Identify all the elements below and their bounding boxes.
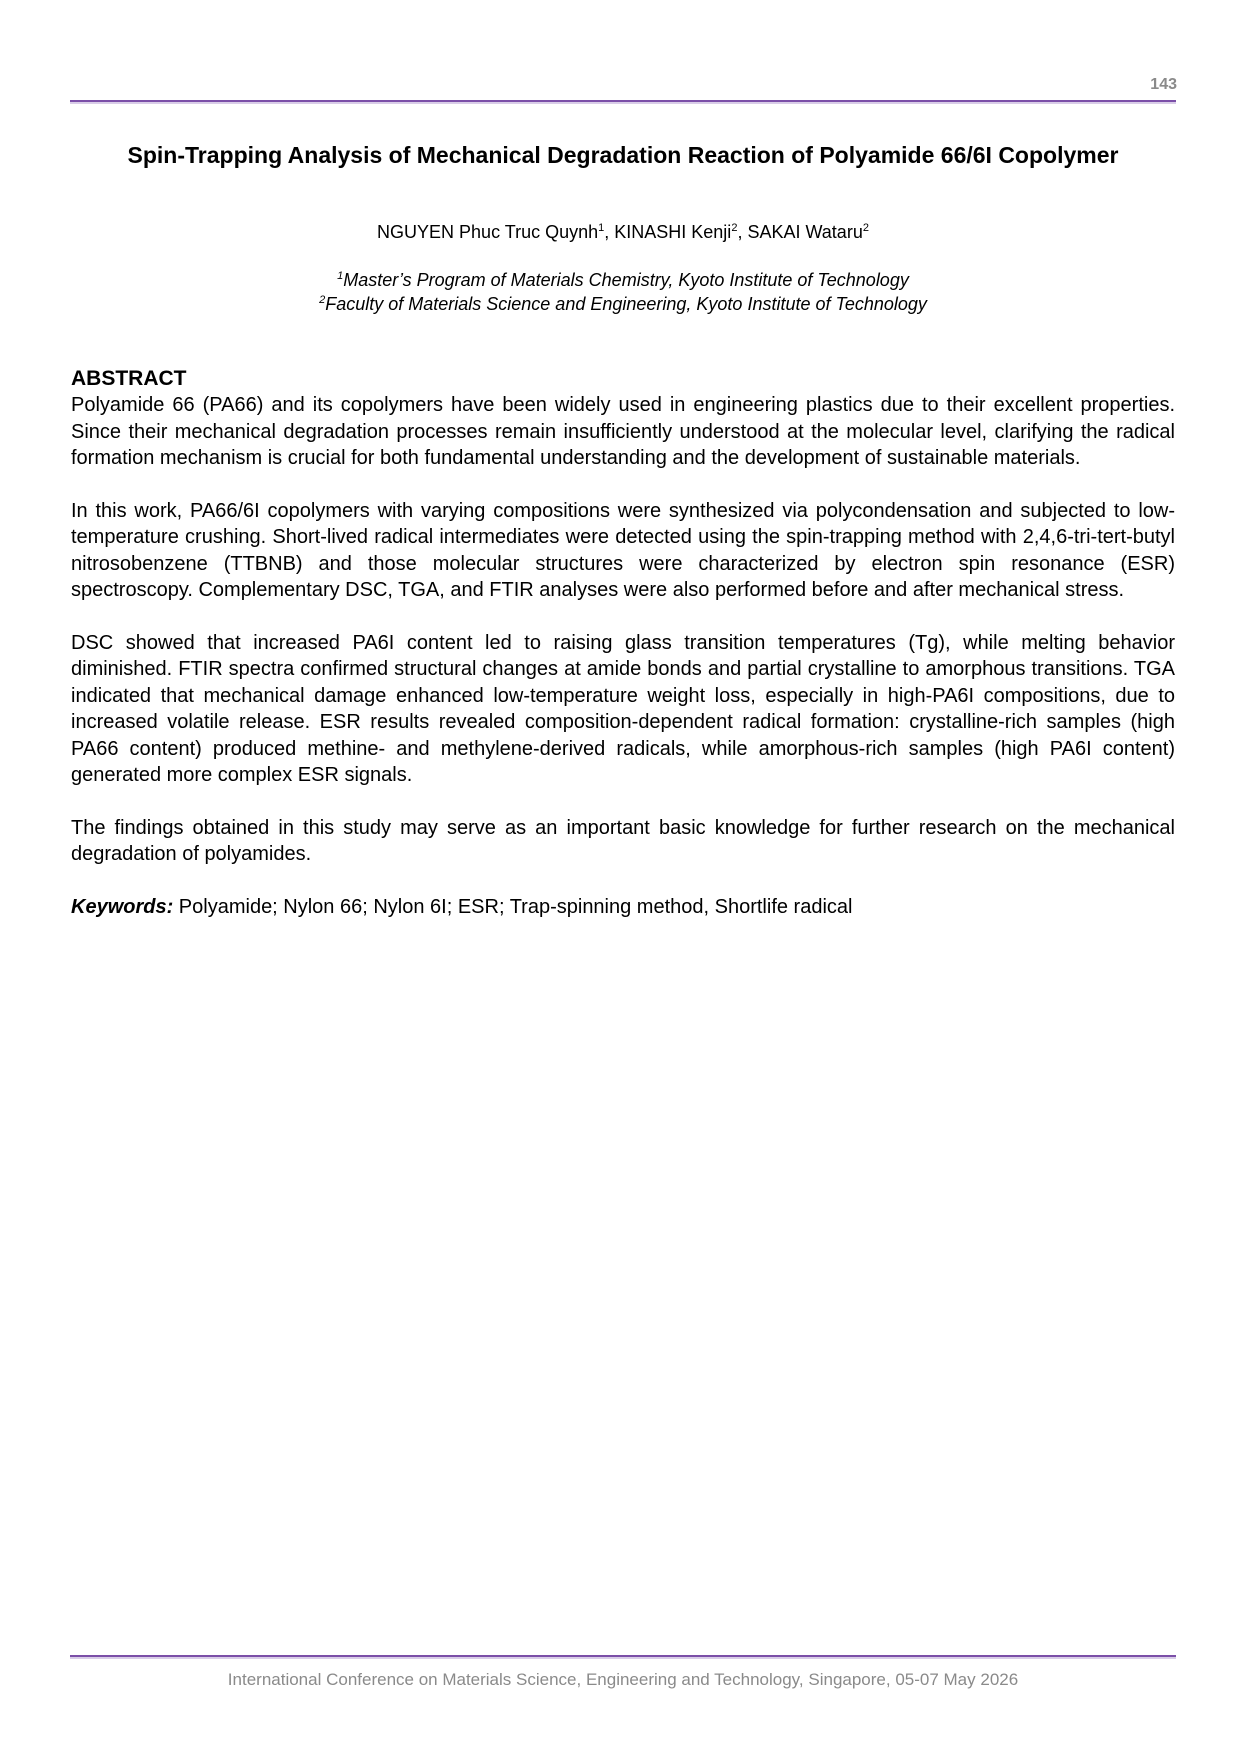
- affiliation-text: Faculty of Materials Science and Engineering, Kyoto Institute of Technology: [325, 294, 927, 314]
- author-affiliation-mark: 2: [731, 222, 738, 234]
- keywords-label: Keywords:: [71, 895, 174, 918]
- header-rule: [70, 100, 1176, 102]
- author-affiliation-mark: 1: [598, 222, 605, 234]
- affiliation: [70, 292, 1176, 316]
- paper-title: Spin-Trapping Analysis of Mechanical Degradation Reaction of Polyamide 66/6I Copolymer: [127, 142, 1119, 168]
- author-separator: ,: [604, 222, 615, 242]
- abstract-section: [71, 366, 1175, 946]
- abstract-paragraph: Polyamide 66 (PA66) and its copolymers have been widely used in engineering plastics due to their excellent properties. Since their mechanical degradation processes remain insufficiently understood at the molecular level, clarifying the radical formation mechanism is crucial for both fundamental understanding and the development of sustainable materials.: [71, 394, 1175, 469]
- affiliation-text: Master’s Program of Materials Chemistry, Kyoto Institute of Technology: [343, 270, 909, 290]
- affiliation-list: [70, 268, 1176, 316]
- abstract-paragraph: The findings obtained in this study may serve as an important basic knowledge for further research on the mechanical degradation of polyamides.: [71, 816, 1175, 865]
- affiliation-mark: 2: [319, 294, 326, 306]
- author-name: NGUYEN Phuc Truc Quynh: [377, 222, 599, 242]
- abstract-heading: ABSTRACT: [71, 367, 187, 390]
- abstract-paragraph: In this work, PA66/6I copolymers with varying compositions were synthesized via polycondensation and subjected to low-temperature crushing. Short-lived radical intermediates were detected using the spin-trapping method with 2,4,6-tri-tert-butyl nitrosobenzene (TTBNB) and those molecular structures were characterized by electron spin resonance (ESR) spectroscopy. Complementary DSC, TGA, and FTIR analyses were also performed before and after mechanical stress.: [71, 499, 1175, 601]
- footer-rule: [70, 1655, 1176, 1657]
- author-name: KINASHI Kenji: [614, 222, 732, 242]
- abstract-paragraph: DSC showed that increased PA6I content led to raising glass transition temperatures (Tg), while melting behavior diminished. FTIR spectra confirmed structural changes at amide bonds and partial crystalline to amorphous transitions. TGA indicated that mechanical damage enhanced low-temperature weight loss, especially in high-PA6I compositions, due to increased volatile release. ESR results revealed composition-dependent radical formation: crystalline-rich samples (high PA66 content) produced methine- and methylene-derived radicals, while amorphous-rich samples (high PA6I content) generated more complex ESR signals.: [71, 631, 1175, 786]
- affiliation-mark: 1: [337, 270, 344, 282]
- author-separator: ,: [737, 222, 748, 242]
- keywords: [71, 894, 1175, 921]
- keywords-text: Polyamide; Nylon 66; Nylon 6I; ESR; Trap-spinning method, Shortlife radical: [173, 895, 853, 918]
- affiliation: [70, 268, 1176, 292]
- page-number: 143: [1150, 76, 1177, 93]
- author-name: SAKAI Wataru: [747, 222, 863, 242]
- author-list: [70, 220, 1176, 244]
- author-affiliation-mark: 2: [862, 222, 869, 234]
- conference-footer: International Conference on Materials Science, Engineering and Technology, Singapore, 05-07 May 2026: [227, 1670, 1019, 1689]
